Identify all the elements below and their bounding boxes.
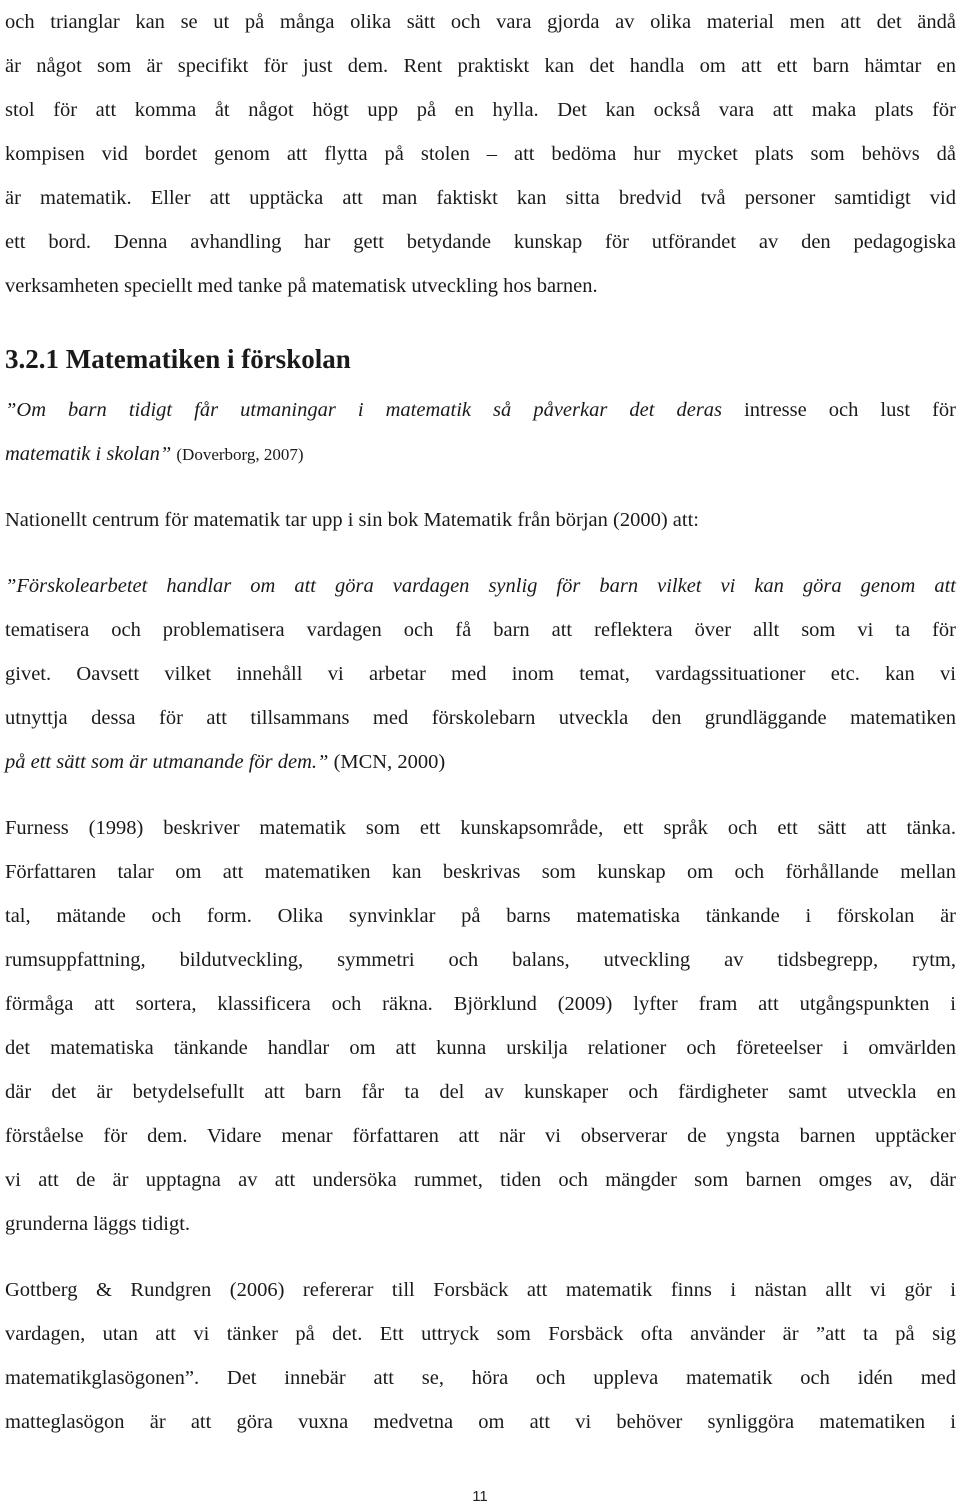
text-line: förmåga att sortera, klassificera och räkna. Björklund (2009) lyfter fram att utgångspunkten i xyxy=(5,993,956,1015)
text-line: Furness (1998) beskriver matematik som ett kunskapsområde, ett språk och ett sätt att tänka. xyxy=(5,817,956,839)
spacer xyxy=(5,308,956,330)
text-line: grunderna läggs tidigt. xyxy=(5,1213,191,1235)
page-number: 11 xyxy=(472,1488,488,1505)
quote-line xyxy=(5,388,956,432)
text-line: rumsuppfattning, bildutveckling, symmetri och balans, utveckling av tidsbegrepp, rytm, xyxy=(5,949,956,971)
text-line: förståelse för dem. Vidare menar författaren att när vi observerar de yngsta barnen upptäcker xyxy=(5,1125,956,1147)
quote-mcn xyxy=(5,564,956,784)
quote-line xyxy=(5,740,956,784)
quote-line xyxy=(5,432,956,476)
quote-tail: intresse och lust för xyxy=(744,399,957,421)
spacer xyxy=(5,476,956,498)
text-line: vardagen, utan att vi tänker på det. Ett uttryck som Forsbäck ofta använder är ”att ta på sig xyxy=(5,1323,956,1345)
spacer xyxy=(5,784,956,806)
citation: (Doverborg, 2007) xyxy=(176,445,304,464)
quote-line: givet. Oavsett vilket innehåll vi arbetar med inom temat, vardagssituationer etc. kan vi xyxy=(5,663,956,685)
spacer xyxy=(5,1246,956,1268)
paragraph-ncm: Nationellt centrum för matematik tar upp i sin bok Matematik från början (2000) att: xyxy=(5,509,699,531)
document-page xyxy=(5,0,956,1444)
text-line: verksamheten speciellt med tanke på matematisk utveckling hos barnen. xyxy=(5,275,598,297)
citation: (MCN, 2000) xyxy=(333,751,446,773)
quote-doverborg xyxy=(5,388,956,476)
quote-line: tematisera och problematisera vardagen och få barn att reflektera över allt som vi ta för xyxy=(5,619,956,641)
spacer xyxy=(5,542,956,564)
paragraph-furness xyxy=(5,806,956,1246)
section-heading: 3.2.1 Matematiken i förskolan xyxy=(5,344,351,374)
text-line: vi att de är upptagna av att undersöka rummet, tiden och mängder som barnen omges av, där xyxy=(5,1169,956,1191)
text-line: Författaren talar om att matematiken kan beskrivas som kunskap om och förhållande mellan xyxy=(5,861,956,883)
paragraph-gottberg xyxy=(5,1268,956,1444)
text-line: tal, mätande och form. Olika synvinklar på barns matematiska tänkande i förskolan är xyxy=(5,905,956,927)
text-line: ett bord. Denna avhandling har gett betydande kunskap för utförandet av den pedagogiska xyxy=(5,231,956,253)
text-line: det matematiska tänkande handlar om att kunna urskilja relationer och företeelser i omvärlden xyxy=(5,1037,956,1059)
text-line: matematikglasögonen”. Det innebär att se, höra och uppleva matematik och idén med xyxy=(5,1367,956,1389)
paragraph-intro xyxy=(5,0,956,308)
quote-line: utnyttja dessa för att tillsammans med förskolebarn utveckla den grundläggande matematiken xyxy=(5,707,956,729)
quote-italic: ”Förskolearbetet handlar om att göra vardagen synlig för barn vilket vi kan göra genom att xyxy=(5,575,956,597)
text-line: där det är betydelsefullt att barn får ta del av kunskaper och färdigheter samt utveckla en xyxy=(5,1081,956,1103)
quote-line xyxy=(5,564,956,608)
text-line: är matematik. Eller att upptäcka att man faktiskt kan sitta bredvid två personer samtidigt vid xyxy=(5,187,956,209)
text-line: kompisen vid bordet genom att flytta på stolen – att bedöma hur mycket plats som behövs då xyxy=(5,143,956,165)
quote-italic: matematik i skolan” xyxy=(5,443,172,465)
quote-italic: ”Om barn tidigt får utmaningar i matematik så påverkar det deras xyxy=(5,399,723,421)
text-line: matteglasögon är att göra vuxna medvetna om att vi behöver synliggöra matematiken i xyxy=(5,1411,956,1433)
quote-italic: på ett sätt som är utmanande för dem.” xyxy=(5,751,329,773)
text-line: stol för att komma åt något högt upp på en hylla. Det kan också vara att maka plats för xyxy=(5,99,956,121)
text-line: och trianglar kan se ut på många olika sätt och vara gjorda av olika material men att det ändå xyxy=(5,11,956,33)
text-line: är något som är specifikt för just dem. Rent praktiskt kan det handla om att ett barn hämtar en xyxy=(5,55,956,77)
text-line: Gottberg & Rundgren (2006) refererar till Forsbäck att matematik finns i nästan allt vi gör i xyxy=(5,1279,956,1301)
